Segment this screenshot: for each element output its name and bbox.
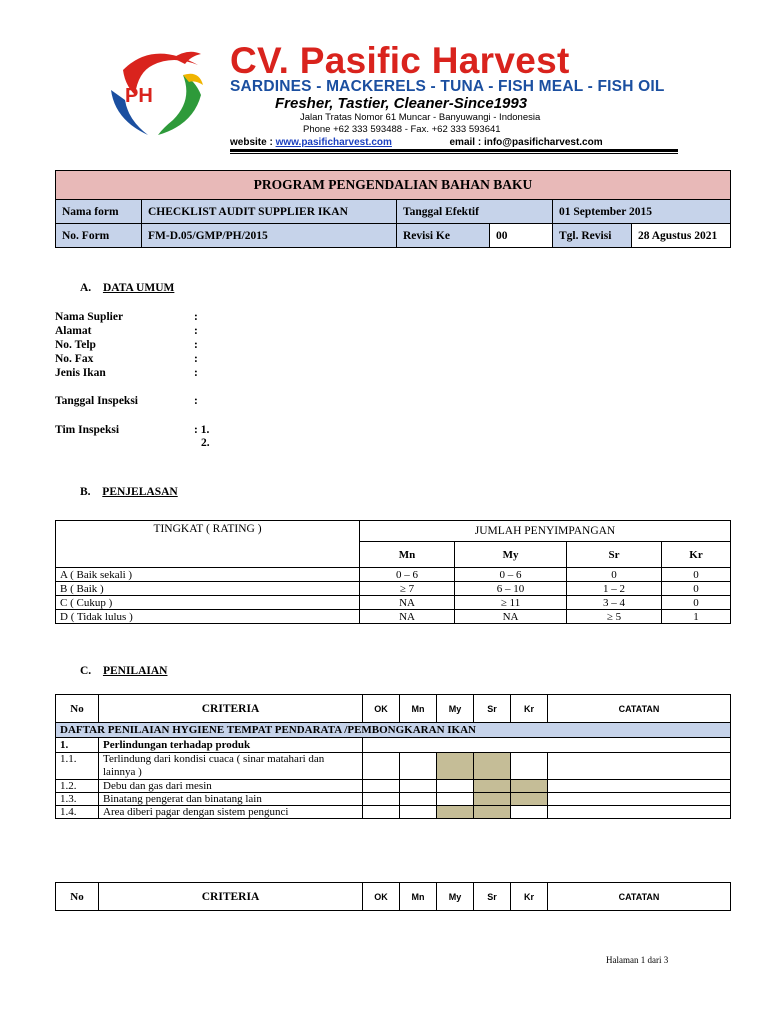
- col-my: My: [437, 695, 474, 723]
- jumlah-header: JUMLAH PENYIMPANGAN: [360, 521, 731, 542]
- rating-sr: 1 – 2: [566, 582, 661, 596]
- sr-cell[interactable]: [474, 780, 511, 793]
- tanggal-efektif-label: Tanggal Efektif: [397, 200, 553, 224]
- rating-label: A ( Baik sekali ): [56, 568, 360, 582]
- ok-cell[interactable]: [363, 780, 400, 793]
- criteria-no: 1.4.: [56, 806, 99, 819]
- rating-row: [56, 568, 731, 582]
- email-text: email : info@pasificharvest.com: [449, 137, 603, 148]
- page-number: Halaman 1 dari 3: [606, 955, 669, 965]
- company-name: CV. Pasific Harvest: [230, 40, 570, 81]
- company-contact: [230, 137, 603, 148]
- nama-form-value: CHECKLIST AUDIT SUPPLIER IKAN: [142, 200, 397, 224]
- tim-inspeksi-2: 2.: [201, 437, 210, 449]
- section-a-letter: A.: [80, 282, 92, 294]
- col-kr: Kr: [662, 542, 731, 568]
- colon: :: [194, 395, 198, 407]
- criteria-text: Area diberi pagar dengan sistem pengunci: [99, 806, 363, 819]
- ok-cell[interactable]: [363, 753, 400, 780]
- rating-row: [56, 582, 731, 596]
- form-header-table: [55, 170, 731, 248]
- group-blank: [363, 738, 731, 753]
- section-b-heading: [80, 486, 178, 498]
- colon: :: [194, 353, 198, 365]
- tanggal-efektif-value: 01 September 2015: [553, 200, 731, 224]
- col-my: My: [437, 883, 474, 911]
- rating-kr: 0: [662, 568, 731, 582]
- section-a-title: DATA UMUM: [102, 282, 175, 294]
- section-b-letter: B.: [80, 486, 91, 498]
- col-sr: Sr: [566, 542, 661, 568]
- section-c-letter: C.: [80, 665, 92, 677]
- field-tanggal-inspeksi: Tanggal Inspeksi: [55, 395, 138, 407]
- logo-initials: PH: [125, 85, 153, 107]
- group-title: Perlindungan terhadap produk: [99, 738, 363, 753]
- rating-sr: 3 – 4: [566, 596, 661, 610]
- kr-cell[interactable]: [511, 780, 548, 793]
- kr-cell[interactable]: [511, 753, 548, 780]
- ok-cell[interactable]: [363, 793, 400, 806]
- section-band: DAFTAR PENILAIAN HYGIENE TEMPAT PENDARATA /PEMBONGKARAN IKAN: [56, 723, 731, 738]
- rating-my: 0 – 6: [455, 568, 567, 582]
- criteria-no: 1.1.: [56, 753, 99, 780]
- nama-form-label: Nama form: [56, 200, 142, 224]
- rating-sr: 0: [566, 568, 661, 582]
- mn-cell[interactable]: [400, 753, 437, 780]
- col-kr: Kr: [511, 695, 548, 723]
- rating-kr: 1: [662, 610, 731, 624]
- no-form-label: No. Form: [56, 224, 142, 248]
- rating-my: 6 – 10: [455, 582, 567, 596]
- rating-mn: ≥ 7: [360, 582, 455, 596]
- sr-cell[interactable]: [474, 793, 511, 806]
- rating-my: NA: [455, 610, 567, 624]
- sr-cell[interactable]: [474, 753, 511, 780]
- criteria-text: Binatang pengerat dan binatang lain: [99, 793, 363, 806]
- col-catatan: CATATAN: [548, 695, 731, 723]
- col-sr: Sr: [474, 695, 511, 723]
- rating-table: [55, 520, 731, 624]
- criteria-row: [56, 793, 731, 806]
- col-no: No: [56, 695, 99, 723]
- company-phone: Phone +62 333 593488 - Fax. +62 333 593641: [303, 124, 501, 135]
- field-jenis-ikan: Jenis Ikan: [55, 367, 106, 379]
- tim-inspeksi-1: : 1.: [194, 424, 210, 436]
- rating-mn: NA: [360, 610, 455, 624]
- colon: :: [194, 311, 198, 323]
- rating-label: D ( Tidak lulus ): [56, 610, 360, 624]
- website-link[interactable]: www.pasificharvest.com: [275, 137, 392, 148]
- col-mn: Mn: [400, 883, 437, 911]
- sr-cell[interactable]: [474, 806, 511, 819]
- field-nama-suplier: Nama Suplier: [55, 311, 124, 323]
- col-sr: Sr: [474, 883, 511, 911]
- form-title: PROGRAM PENGENDALIAN BAHAN BAKU: [56, 171, 731, 200]
- rating-kr: 0: [662, 596, 731, 610]
- col-mn: Mn: [400, 695, 437, 723]
- col-criteria: CRITERIA: [99, 695, 363, 723]
- col-criteria: CRITERIA: [99, 883, 363, 911]
- field-tim-inspeksi: Tim Inspeksi: [55, 424, 120, 436]
- revisi-label: Revisi Ke: [397, 224, 490, 248]
- tgl-revisi-value: 28 Agustus 2021: [632, 224, 731, 248]
- header-rule-thin: [230, 153, 678, 154]
- criteria-row: [56, 753, 731, 780]
- col-mn: Mn: [360, 542, 455, 568]
- catatan-cell[interactable]: [548, 753, 731, 780]
- field-no-telp: No. Telp: [55, 339, 96, 351]
- colon: :: [194, 325, 198, 337]
- section-a-heading: [80, 282, 174, 294]
- rating-label: C ( Cukup ): [56, 596, 360, 610]
- col-my: My: [455, 542, 567, 568]
- catatan-cell[interactable]: [548, 793, 731, 806]
- criteria-no: 1.3.: [56, 793, 99, 806]
- section-b-title: PENJELASAN: [102, 486, 178, 498]
- header-rule: [230, 149, 678, 152]
- criteria-table-continued: [55, 882, 731, 911]
- revisi-value: 00: [490, 224, 553, 248]
- rating-mn: NA: [360, 596, 455, 610]
- rating-mn: 0 – 6: [360, 568, 455, 582]
- mn-cell[interactable]: [400, 793, 437, 806]
- catatan-cell[interactable]: [548, 806, 731, 819]
- colon: :: [194, 339, 198, 351]
- col-ok: OK: [363, 695, 400, 723]
- group-no: 1.: [56, 738, 99, 753]
- kr-cell[interactable]: [511, 806, 548, 819]
- rating-row: [56, 610, 731, 624]
- mn-cell[interactable]: [400, 806, 437, 819]
- field-no-fax: No. Fax: [55, 353, 94, 365]
- tgl-revisi-label: Tgl. Revisi: [553, 224, 632, 248]
- section-c-title: PENILAIAN: [102, 665, 168, 677]
- col-no: No: [56, 883, 99, 911]
- my-cell[interactable]: [437, 806, 474, 819]
- my-cell[interactable]: [437, 780, 474, 793]
- rating-header: TINGKAT ( RATING ): [56, 521, 360, 568]
- criteria-text: Debu dan gas dari mesin: [99, 780, 363, 793]
- rating-kr: 0: [662, 582, 731, 596]
- colon: :: [194, 367, 198, 379]
- mn-cell[interactable]: [400, 780, 437, 793]
- col-ok: OK: [363, 883, 400, 911]
- rating-my: ≥ 11: [455, 596, 567, 610]
- my-cell[interactable]: [437, 753, 474, 780]
- criteria-text: Terlindung dari kondisi cuaca ( sinar matahari dan lainnya ): [99, 753, 363, 780]
- criteria-row: [56, 806, 731, 819]
- section-c-heading: [80, 665, 167, 677]
- ok-cell[interactable]: [363, 806, 400, 819]
- col-catatan: CATATAN: [548, 883, 731, 911]
- company-tagline: Fresher, Tastier, Cleaner-Since1993: [275, 95, 528, 112]
- rating-sr: ≥ 5: [566, 610, 661, 624]
- rating-label: B ( Baik ): [56, 582, 360, 596]
- criteria-no: 1.2.: [56, 780, 99, 793]
- company-products: SARDINES - MACKERELS - TUNA - FISH MEAL - FISH OIL: [230, 78, 665, 95]
- rating-row: [56, 596, 731, 610]
- company-logo: [103, 40, 208, 140]
- field-alamat: Alamat: [55, 325, 92, 337]
- company-address: Jalan Tratas Nomor 61 Muncar - Banyuwangi - Indonesia: [300, 112, 541, 123]
- criteria-table: [55, 694, 731, 819]
- catatan-cell[interactable]: [548, 780, 731, 793]
- website-label: website :: [230, 137, 273, 148]
- my-cell[interactable]: [437, 793, 474, 806]
- col-kr: Kr: [511, 883, 548, 911]
- criteria-row: [56, 780, 731, 793]
- no-form-value: FM-D.05/GMP/PH/2015: [142, 224, 397, 248]
- kr-cell[interactable]: [511, 793, 548, 806]
